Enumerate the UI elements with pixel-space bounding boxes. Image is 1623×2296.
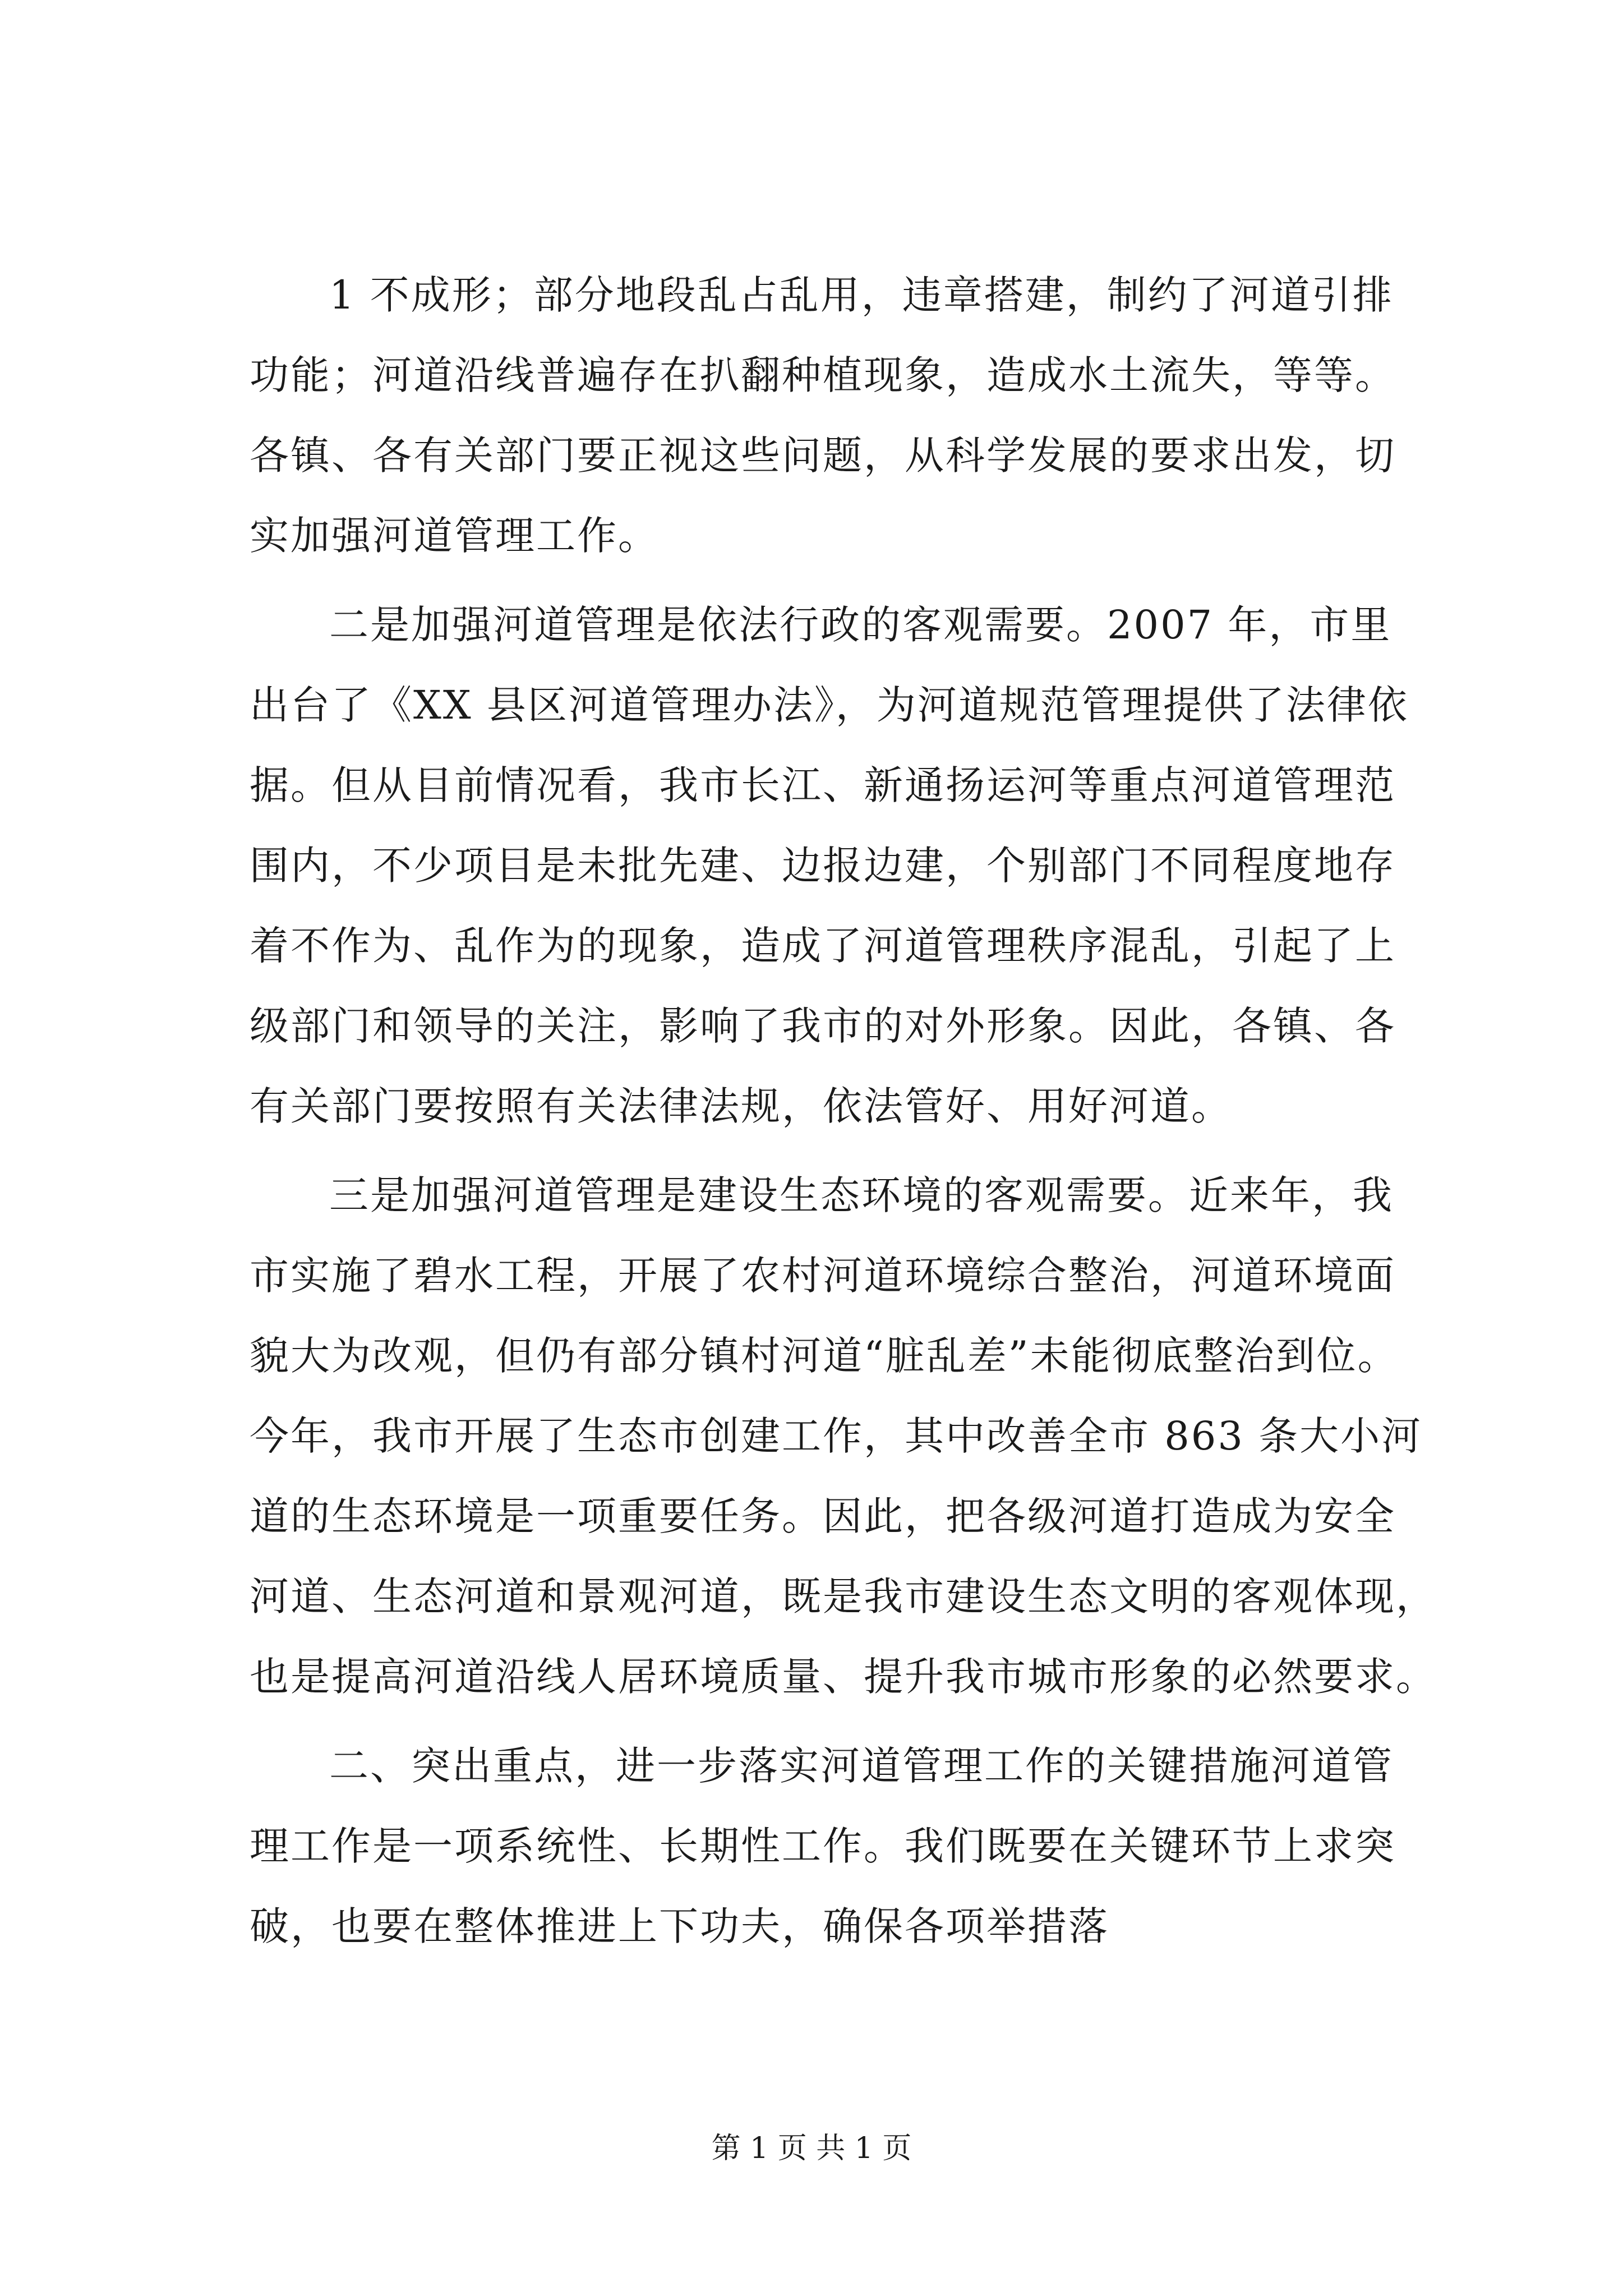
paragraph-key-measures	[250, 1726, 1438, 1967]
paragraph-law-administration	[250, 585, 1438, 1147]
text-line: 二是加强河道管理是依法行政的客观需要。2007 年，市里	[329, 602, 1392, 648]
text-line: 功能；河道沿线普遍存在扒翻种植现象，造成水土流失，等等。	[250, 352, 1396, 398]
text-line: 二、突出重点，进一步落实河道管理工作的关键措施河道管	[329, 1743, 1394, 1789]
page-footer: 第 1 页 共 1 页	[711, 2132, 912, 2165]
text-line: 河道、生态河道和景观河道，既是我市建设生态文明的客观体现，	[250, 1573, 1437, 1619]
text-line: 理工作是一项系统性、长期性工作。我们既要在关键环节上求突	[250, 1823, 1396, 1869]
text-line: 各镇、各有关部门要正视这些问题，从科学发展的要求出发，切	[250, 432, 1396, 478]
text-line: 围内，不少项目是未批先建、边报边建，个别部门不同程度地存	[250, 843, 1396, 889]
text-line: 貌大为改观，但仍有部分镇村河道“脏乱差”未能彻底整治到位。	[250, 1333, 1399, 1379]
paragraph-ecology	[250, 1156, 1438, 1717]
text-line: 三是加强河道管理是建设生态环境的客观需要。近来年，我	[329, 1172, 1394, 1218]
text-line: 着不作为、乱作为的现象，造成了河道管理秩序混乱，引起了上	[250, 923, 1396, 969]
paragraph-continuation	[250, 255, 1438, 576]
text-line: 市实施了碧水工程，开展了农村河道环境综合整治，河道环境面	[250, 1253, 1396, 1299]
document-body	[250, 255, 1438, 1967]
text-line: 1 不成形；部分地段乱占乱用，违章搭建，制约了河道引排	[329, 272, 1394, 318]
text-line: 据。但从目前情况看，我市长江、新通扬运河等重点河道管理范	[250, 762, 1396, 808]
text-line: 出台了《XX 县区河道管理办法》，为河道规范管理提供了法律依	[250, 682, 1409, 728]
text-line: 也是提高河道沿线人居环境质量、提升我市城市形象的必然要求。	[250, 1654, 1437, 1700]
text-line: 有关部门要按照有关法律法规，依法管好、用好河道。	[250, 1083, 1232, 1129]
text-line: 道的生态环境是一项重要任务。因此，把各级河道打造成为安全	[250, 1493, 1396, 1539]
text-line: 实加强河道管理工作。	[250, 513, 659, 559]
text-line: 破，也要在整体推进上下功夫，确保各项举措落	[250, 1903, 1109, 1949]
text-line: 今年，我市开展了生态市创建工作，其中改善全市 863 条大小河	[250, 1413, 1423, 1459]
text-line: 级部门和领导的关注，影响了我市的对外形象。因此，各镇、各	[250, 1003, 1396, 1049]
